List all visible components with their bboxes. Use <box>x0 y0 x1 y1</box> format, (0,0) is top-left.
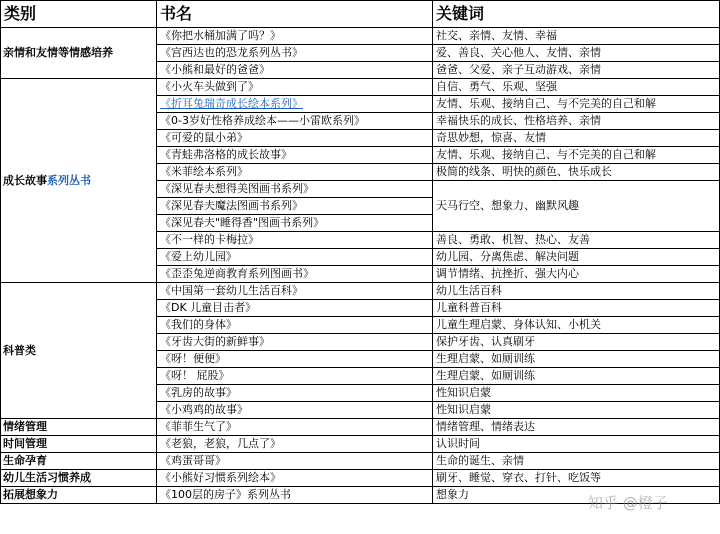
book-cell: 《小熊和最好的爸爸》 <box>157 62 433 79</box>
keywords-cell: 友情、乐观、接纳自己、与不完美的自己和解 <box>433 96 720 113</box>
header-book-title: 书名 <box>157 1 433 28</box>
keywords-cell: 生理启蒙、如厕训练 <box>433 368 720 385</box>
category-cell: 亲情和友情等情感培养 <box>1 28 157 79</box>
keywords-cell: 幼儿园、分离焦虑、解决问题 <box>433 249 720 266</box>
book-cell: 《深见春夫想得美图画书系列》 <box>157 181 433 198</box>
keywords-cell: 性知识启蒙 <box>433 402 720 419</box>
category-cell: 幼儿生活习惯养成 <box>1 470 157 487</box>
keywords-cell: 友情、乐观、接纳自己、与不完美的自己和解 <box>433 147 720 164</box>
book-cell: 《小熊好习惯系列绘本》 <box>157 470 433 487</box>
keywords-cell: 幼儿生活百科 <box>433 283 720 300</box>
keywords-cell: 爸爸、父爱、亲子互动游戏、亲情 <box>433 62 720 79</box>
category-cell: 科普类 <box>1 283 157 419</box>
keywords-cell: 儿童科普百科 <box>433 300 720 317</box>
header-category: 类别 <box>1 1 157 28</box>
keywords-cell: 自信、勇气、乐观、坚强 <box>433 79 720 96</box>
book-cell: 《米菲绘本系列》 <box>157 164 433 181</box>
book-cell: 《深见春夫"睡得香"图画书系列》 <box>157 215 433 232</box>
book-cell: 《你把水桶加满了吗？》 <box>157 28 433 45</box>
book-cell: 《歪歪兔逆商教育系列图画书》 <box>157 266 433 283</box>
book-cell: 《呀！ 屁股》 <box>157 368 433 385</box>
keywords-cell: 想象力 <box>433 487 720 504</box>
keywords-cell: 生命的诞生、亲情 <box>433 453 720 470</box>
book-cell: 《菲菲生气了》 <box>157 419 433 436</box>
book-cell <box>157 96 433 113</box>
category-cell <box>1 79 157 283</box>
keywords-cell: 认识时间 <box>433 436 720 453</box>
series-link[interactable]: 系列丛书 <box>47 173 91 187</box>
book-cell: 《我们的身体》 <box>157 317 433 334</box>
book-cell: 《100层的房子》系列丛书 <box>157 487 433 504</box>
header-keywords: 关键词 <box>433 1 720 28</box>
keywords-cell: 善良、勇敢、机智、热心、友善 <box>433 232 720 249</box>
book-cell: 《可爱的鼠小弟》 <box>157 130 433 147</box>
keywords-cell: 调节情绪、抗挫折、强大内心 <box>433 266 720 283</box>
table-row <box>1 453 720 470</box>
book-cell: 《DK 儿童目击者》 <box>157 300 433 317</box>
book-cell: 《小火车头做到了》 <box>157 79 433 96</box>
keywords-cell: 情绪管理、情绪表达 <box>433 419 720 436</box>
book-cell: 《深见春夫魔法图画书系列》 <box>157 198 433 215</box>
keywords-cell: 幸福快乐的成长、性格培养、亲情 <box>433 113 720 130</box>
book-cell: 《爱上幼儿园》 <box>157 249 433 266</box>
keywords-cell: 儿童生理启蒙、身体认知、小机关 <box>433 317 720 334</box>
keywords-cell: 天马行空、想象力、幽默风趣 <box>433 181 720 232</box>
book-cell: 《老狼，老狼，几点了》 <box>157 436 433 453</box>
table-row <box>1 419 720 436</box>
book-cell: 《不一样的卡梅拉》 <box>157 232 433 249</box>
table-row <box>1 470 720 487</box>
book-cell: 《牙齿大街的新鲜事》 <box>157 334 433 351</box>
category-cell: 拓展想象力 <box>1 487 157 504</box>
table-row <box>1 436 720 453</box>
category-cell: 时间管理 <box>1 436 157 453</box>
category-label: 成长故事 <box>3 173 47 187</box>
keywords-cell: 刷牙、睡觉、穿衣、打针、吃饭等 <box>433 470 720 487</box>
book-cell: 《乳房的故事》 <box>157 385 433 402</box>
book-cell: 《鸡蛋哥哥》 <box>157 453 433 470</box>
watermark-text: 知乎 @橙子 <box>588 494 668 512</box>
book-cell: 《0-3岁好性格养成绘本——小雷欧系列》 <box>157 113 433 130</box>
table-row <box>1 28 720 45</box>
table-row <box>1 283 720 300</box>
keywords-cell: 性知识启蒙 <box>433 385 720 402</box>
table-row <box>1 79 720 96</box>
book-cell: 《宫西达也的恐龙系列丛书》 <box>157 45 433 62</box>
book-cell: 《呀！便便》 <box>157 351 433 368</box>
keywords-cell: 生理启蒙、如厕训练 <box>433 351 720 368</box>
book-cell: 《青蛙弗洛格的成长故事》 <box>157 147 433 164</box>
category-cell: 情绪管理 <box>1 419 157 436</box>
keywords-cell: 保护牙齿、认真刷牙 <box>433 334 720 351</box>
keywords-cell: 爱、善良、关心他人、友情、亲情 <box>433 45 720 62</box>
keywords-cell: 社交、亲情、友情、幸福 <box>433 28 720 45</box>
category-cell: 生命孕育 <box>1 453 157 470</box>
keywords-cell: 奇思妙想，惊喜、友情 <box>433 130 720 147</box>
book-cell: 《中国第一套幼儿生活百科》 <box>157 283 433 300</box>
book-cell: 《小鸡鸡的故事》 <box>157 402 433 419</box>
book-link[interactable]: 《折耳兔瑞奇成长绘本系列》 <box>160 97 303 110</box>
header-row <box>1 1 720 28</box>
keywords-cell: 极简的线条、明快的颜色、快乐成长 <box>433 164 720 181</box>
